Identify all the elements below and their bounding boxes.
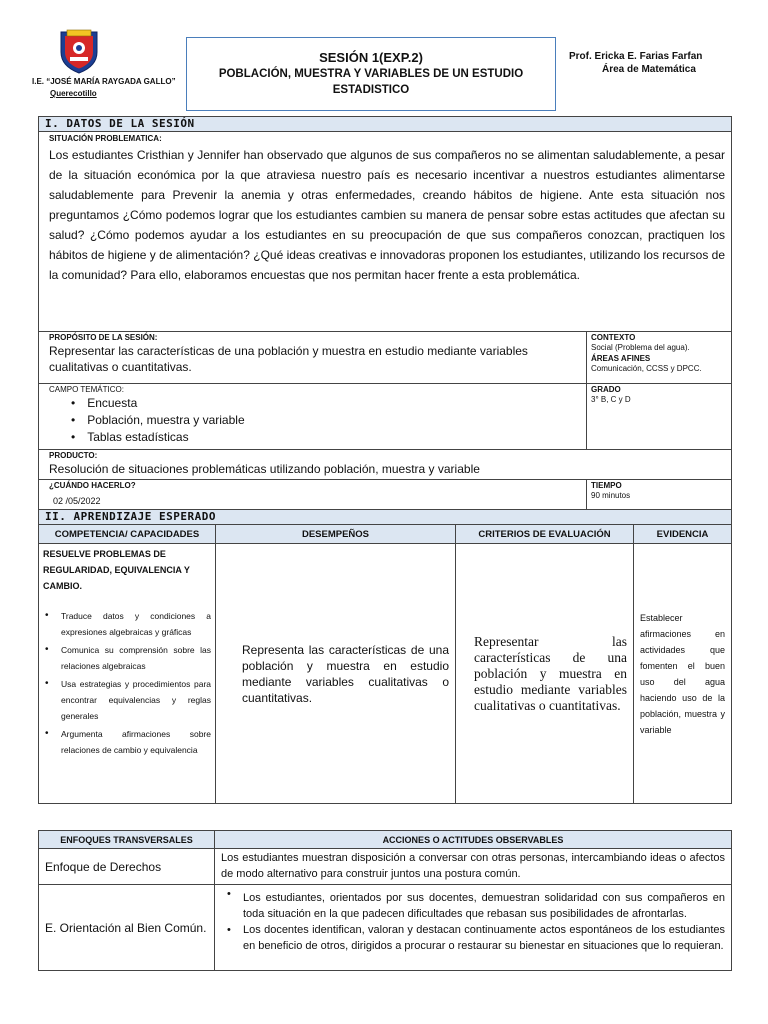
tiempo-cell xyxy=(587,480,732,511)
contexto-label: CONTEXTO xyxy=(591,333,636,342)
enfoque-actions-list xyxy=(221,886,725,954)
competencia-title: RESUELVE PROBLEMAS DE REGULARIDAD, EQUIVALENCIA Y CAMBIO. xyxy=(43,549,190,591)
enfoque-action: Los estudiantes muestran disposición a conversar con otras personas, intercambiando ideas o afectos de modo alternativo para construir juntos una postura común. xyxy=(215,849,732,885)
subject-area: Área de Matemática xyxy=(602,64,696,75)
cuando-label: ¿CUÁNDO HACERLO? xyxy=(49,481,136,490)
enfoques-table xyxy=(38,830,732,971)
criterio-text: Representar las características de una población y muestra en estudio mediante variables cualitativas o cuantitativas. xyxy=(456,544,634,804)
producto-cell xyxy=(39,450,732,480)
session-title: SESIÓN 1(EXP.2) xyxy=(319,50,423,65)
col-header-evidencia: EVIDENCIA xyxy=(634,525,732,544)
col-header-desempenos: DESEMPEÑOS xyxy=(216,525,456,544)
proposito-cell xyxy=(39,332,587,384)
session-subtitle-line-2: ESTADISTICO xyxy=(332,84,410,96)
campo-item: • Tablas estadísticas xyxy=(71,429,580,446)
competencia-cell xyxy=(39,544,216,804)
tiempo-label: TIEMPO xyxy=(591,481,622,490)
section-title-datos: I. DATOS DE LA SESIÓN xyxy=(39,117,732,132)
campo-tematico-cell xyxy=(39,384,587,450)
learning-table xyxy=(38,509,732,804)
enfoque-name: E. Orientación al Bien Común. xyxy=(39,885,215,971)
school-location: Querecotillo xyxy=(50,89,97,98)
proposito-text: Representar las características de una población y muestra en estudio mediante variables cualitativas o cuantitativas. xyxy=(49,344,528,374)
situacion-cell xyxy=(39,132,732,332)
enfoque-action: • Los estudiantes, orientados por sus docentes, demuestran solidaridad con sus compañeros en toda situación en la que padecen dificultades que rebasan sus posibilidades de afrontarlas. xyxy=(221,886,725,922)
producto-text: Resolución de situaciones problemáticas utilizando población, muestra y variable xyxy=(49,462,480,476)
evidencia-text: Establecer afirmaciones en actividades que fomenten el buen uso del agua haciendo uso de la población, muestra y variable xyxy=(634,544,732,804)
contexto-cell xyxy=(587,332,732,384)
session-data-table xyxy=(38,116,732,511)
col-header-criterios: CRITERIOS DE EVALUACIÓN xyxy=(456,525,634,544)
producto-label: PRODUCTO: xyxy=(49,451,98,460)
campo-list xyxy=(71,395,580,446)
cuando-value: 02 /05/2022 xyxy=(53,496,101,506)
areas-label: ÁREAS AFINES xyxy=(591,354,651,363)
campo-item: • Población, muestra y variable xyxy=(71,412,580,429)
enfoque-action: • Los docentes identifican, valoran y destacan continuamente actos espontáneos de los estudiantes en beneficio de otros, dirigidos a procurar o restaurar su bienestar en situaciones que lo requieran. xyxy=(221,922,725,954)
col-header-acciones: ACCIONES O ACTITUDES OBSERVABLES xyxy=(215,831,732,849)
grado-cell xyxy=(587,384,732,450)
campo-label: CAMPO TEMÁTICO: xyxy=(49,385,124,394)
areas-value: Comunicación, CCSS y DPCC. xyxy=(591,364,702,373)
situacion-text: Los estudiantes Cristhian y Jennifer han observado que algunos de sus compañeros no se alimentan saludablemente, a pesar de la situación económica por la que atraviesa nuestro país es necesario incentivar a nuestros estudiantes alimentarse saludablemente para Prevenir la anemia y otras enfermedades, creando hábitos de higiene. Ante esta situación nos preguntamos ¿Cómo podemos lograr que los estudiantes cambien su manera de pensar sobre estas actitudes que afectan su salud? ¿Cómo podemos ayudar a los estudiantes en su preocupación de que sus compañeros conozcan, practiquen los hábitos de higiene y de alimentación? ¿Qué ideas creativas e innovadoras proponen los estudiantes, utilizando los recursos de la comunidad? Para ello, elaboramos encuestas que nos permitan hacer frente a esta problemática. xyxy=(49,148,726,282)
capacidad-item: • Traduce datos y condiciones a expresiones algebraicas y gráficas xyxy=(43,608,211,640)
school-info xyxy=(32,76,176,100)
capacidades-list xyxy=(43,608,211,758)
teacher-name: Prof. Ericka E. Farias Farfan xyxy=(569,51,703,62)
cuando-cell xyxy=(39,480,587,511)
session-subtitle-line-1: POBLACIÓN, MUESTRA Y VARIABLES DE UN ESTUDIO xyxy=(218,68,524,80)
proposito-label: PROPÓSITO DE LA SESIÓN: xyxy=(49,333,158,342)
campo-item: • Encuesta xyxy=(71,395,580,412)
tiempo-value: 90 minutos xyxy=(591,491,631,500)
col-header-enfoques: ENFOQUES TRANSVERSALES xyxy=(39,831,215,849)
situacion-label: SITUACIÓN PROBLEMATICA: xyxy=(49,134,162,143)
enfoque-actions-cell xyxy=(215,885,732,971)
enfoque-name: Enfoque de Derechos xyxy=(39,849,215,885)
teacher-info xyxy=(569,50,702,76)
school-name: I.E. “JOSÉ MARÍA RAYGADA GALLO” xyxy=(32,77,176,86)
col-header-competencia: COMPETENCIA/ CAPACIDADES xyxy=(39,525,216,544)
capacidad-item: • Usa estrategias y procedimientos para encontrar equivalencias y reglas generales xyxy=(43,676,211,724)
school-crest-logo xyxy=(55,26,103,74)
section-title-aprendizaje: II. APRENDIZAJE ESPERADO xyxy=(39,510,732,525)
contexto-value: Social (Problema del agua). xyxy=(591,343,690,352)
session-title-box xyxy=(186,37,556,111)
capacidad-item: • Argumenta afirmaciones sobre relaciones de cambio y equivalencia xyxy=(43,726,211,758)
grado-label: GRADO xyxy=(591,385,621,394)
grado-value: 3° B, C y D xyxy=(591,395,631,404)
capacidad-item: • Comunica su comprensión sobre las relaciones algebraicas xyxy=(43,642,211,674)
desempeno-text: Representa las características de una población y muestra en estudio mediante variables cualitativas o cuantitativas. xyxy=(216,544,456,804)
